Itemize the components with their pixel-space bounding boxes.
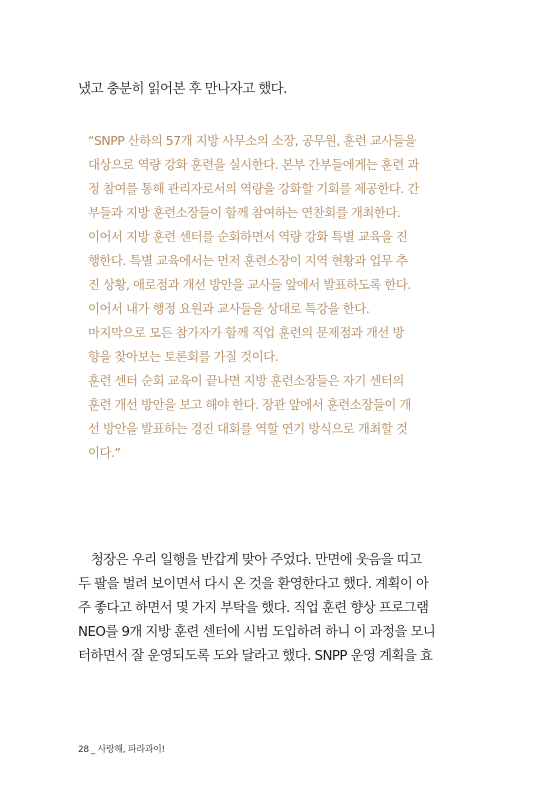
book-title: 사랑해, 파라과이! (97, 745, 165, 755)
quote-line: 행한다. 특별 교육에서는 먼저 훈련소장이 지역 현황과 업무 추 (88, 253, 408, 268)
page-number: 28 (78, 745, 89, 755)
footer-separator: _ (90, 745, 96, 755)
quote-line: 선 방안을 발표하는 경진 대회를 역할 연기 방식으로 개최할 것 (88, 421, 408, 436)
quote-block (88, 129, 466, 465)
quote-line: 진 상황, 애로점과 개선 방안을 교사들 앞에서 발표하도록 한다. (88, 277, 411, 292)
quote-line: 정 참여를 통해 관리자로서의 역량을 강화할 기회를 제공한다. 간 (88, 181, 419, 196)
body-paragraph (78, 549, 473, 669)
quote-line: 부들과 지방 훈련소장들이 함께 참여하는 연찬회를 개최한다. (88, 205, 401, 220)
quote-line: 향을 찾아보는 토론회를 가질 것이다. (88, 349, 279, 364)
body-line: 두 팔을 벌려 보이면서 다시 온 것을 환영한다고 했다. 계획이 아 (78, 577, 429, 592)
lead-line: 냈고 충분히 읽어본 후 만나자고 했다. (78, 81, 287, 97)
quote-line: 대상으로 역량 강화 훈련을 실시한다. 본부 간부들에게는 훈련 과 (88, 157, 419, 172)
quote-line: 마지막으로 모든 참가자가 함께 직업 훈련의 문제점과 개선 방 (88, 325, 404, 340)
quote-line: 이어서 내가 행정 요원과 교사들을 상대로 특강을 한다. (88, 301, 370, 316)
quote-line: 훈련 개선 방안을 보고 해야 한다. 장관 앞에서 훈련소장들이 개 (88, 397, 411, 412)
page-footer (78, 742, 165, 755)
quote-line: “SNPP 산하의 57개 지방 사무소의 소장, 공무원, 훈련 교사들을 (88, 133, 416, 148)
quote-line: 이어서 지방 훈련 센터를 순회하면서 역량 강화 특별 교육을 진 (88, 229, 408, 244)
body-line: 터하면서 잘 운영되도록 도와 달라고 했다. SNPP 운영 계획을 효 (78, 649, 433, 664)
body-line: 청장은 우리 일행을 반갑게 맞아 주었다. 만면에 웃음을 띠고 (90, 553, 422, 568)
body-line: NEO를 9개 지방 훈련 센터에 시범 도입하려 하니 이 과정을 모니 (78, 625, 436, 640)
quote-line: 훈련 센터 순회 교육이 끝나면 지방 훈련소장들은 자기 센터의 (88, 373, 404, 388)
body-line: 주 좋다고 하면서 몇 가지 부탁을 했다. 직업 훈련 향상 프로그램 (78, 601, 429, 616)
quote-line: 이다.” (88, 445, 121, 460)
